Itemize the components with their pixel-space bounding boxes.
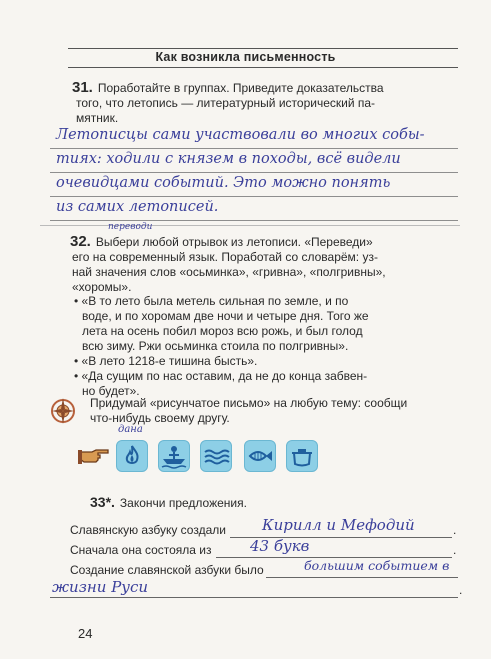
handwritten-answer-line: из самих летописей. — [56, 199, 219, 215]
bullet-marker: • — [74, 354, 79, 368]
compass-rose-icon — [48, 396, 82, 426]
section-divider — [40, 225, 460, 226]
excerpt-line: «В то лето была метель сильная по земле, и по — [81, 294, 349, 308]
task-31-line: того, что летопись — литературный исторический па- — [76, 96, 376, 110]
task-32-line: «хоромы». — [72, 280, 132, 294]
pot-icon — [286, 440, 318, 472]
task-32-line: Выбери любой отрывок из летописи. «Переведи» — [95, 235, 373, 249]
hand-pointer-icon — [78, 444, 110, 466]
handwritten-answer-line: Летописцы сами участвовали во многих собы- — [56, 127, 425, 143]
task-32 — [70, 234, 386, 295]
answer-line — [50, 148, 458, 149]
sentence-end: . — [459, 583, 463, 597]
excerpt-2 — [74, 354, 257, 369]
fill-line — [50, 597, 458, 598]
excerpt-line: лета на осень побил мороз всю рожь, и был голод — [82, 324, 363, 338]
picture-letter-task — [90, 396, 407, 426]
bullet-marker: • — [74, 369, 79, 383]
page-number: 24 — [78, 626, 93, 641]
person-in-boat-icon — [158, 440, 190, 472]
task-31-number: 31. — [72, 79, 93, 96]
excerpt-line: «Да сущим по нас оставим, да не до конца забвен- — [81, 369, 368, 383]
header-top-rule — [68, 48, 458, 49]
excerpt-line: «В лето 1218-е тишина бысть». — [81, 354, 258, 368]
fill-line — [266, 577, 458, 578]
picture-letter-line: Придумай «рисунчатое письмо» на любую тему: сообщи — [90, 396, 408, 410]
task-31 — [72, 80, 384, 126]
handwritten-answer: 43 букв — [250, 537, 310, 555]
water-waves-icon — [200, 440, 232, 472]
excerpt-1 — [74, 294, 369, 354]
task-32-line: его на современный язык. Поработай со словарём: уз- — [72, 250, 378, 264]
page-title: Как возникла письменность — [155, 50, 336, 64]
header-bottom-rule — [68, 67, 458, 68]
bullet-marker: • — [74, 294, 79, 308]
handwritten-answer-line: тиях: ходили с князем в походы, всё видели — [56, 151, 401, 167]
excerpt-line: но будет». — [82, 384, 140, 398]
sentence-end: . — [453, 523, 457, 537]
picture-letter-line: что-нибудь своему другу. — [90, 411, 230, 425]
sentence-prefix: Славянскую азбуку создали — [70, 523, 226, 537]
handwritten-answer: Кирилл и Мефодий — [262, 516, 415, 534]
task-32-number: 32. — [70, 233, 91, 250]
answer-line — [50, 196, 458, 197]
task-31-line: Поработайте в группах. Приведите доказательства — [97, 81, 384, 95]
answer-line — [50, 172, 458, 173]
task-32-line: най значения слов «осьминка», «гривна», «полгривны», — [72, 265, 386, 279]
excerpt-line: воде, и по хоромам две ночи и четыре дня. Того же — [82, 309, 369, 323]
task-33-title: Закончи предложения. — [119, 496, 247, 510]
excerpt-line: всю зиму. Ржи осьминка стоила по полгривны». — [82, 339, 349, 353]
answer-line — [50, 220, 458, 221]
sentence-prefix: Сначала она состояла из — [70, 543, 212, 557]
task-31-line: мятник. — [76, 111, 119, 125]
handwritten-answer-continuation: жизни Руси — [52, 578, 149, 596]
handwritten-answer-line: очевидцами событий. Это можно понять — [56, 175, 391, 191]
handwritten-note: дана — [118, 424, 143, 435]
margin-note: переводи — [108, 222, 153, 232]
excerpt-3 — [74, 369, 367, 399]
task-33-number: 33*. — [90, 494, 115, 510]
handwritten-answer: большим событием в — [304, 558, 450, 573]
fish-icon — [244, 440, 276, 472]
fire-icon — [116, 440, 148, 472]
sentence-prefix: Создание славянской азбуки было — [70, 563, 264, 577]
sentence-end: . — [453, 543, 457, 557]
task-33-heading — [90, 495, 247, 511]
